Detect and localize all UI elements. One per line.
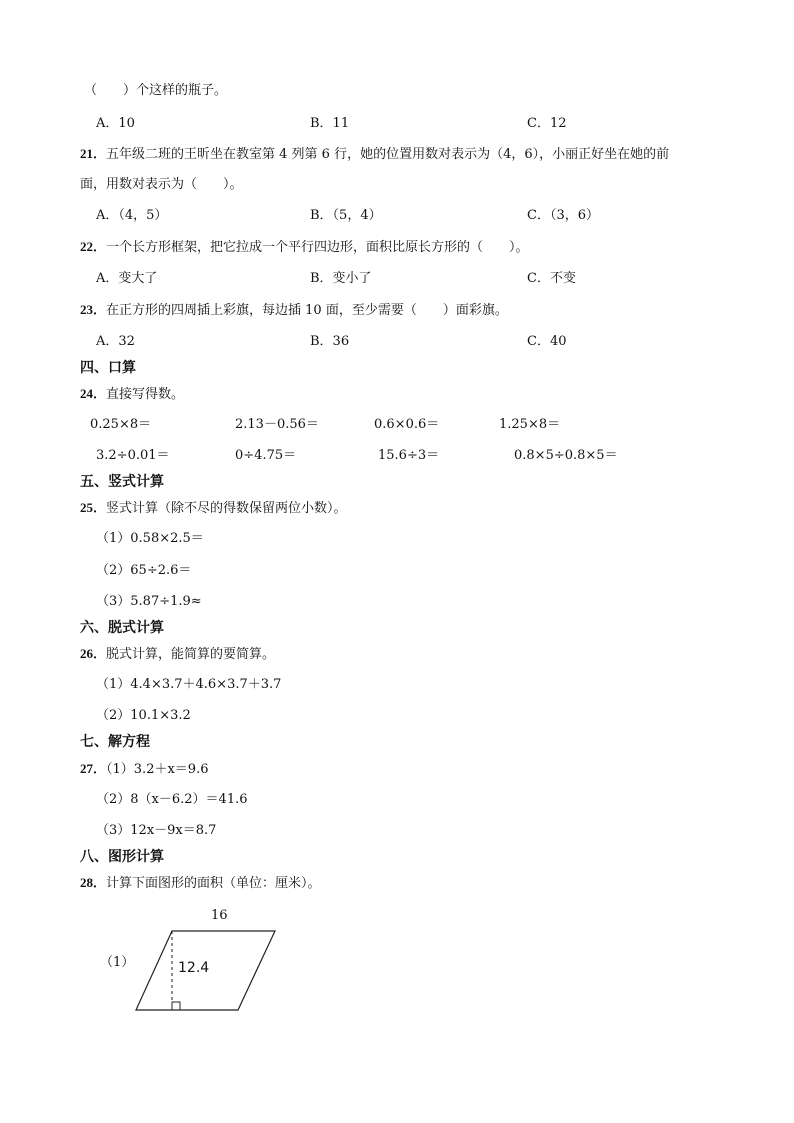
q26-item-1: （1）4.4×3.7＋4.6×3.7＋3.7 (96, 677, 282, 692)
q21-number: 21． (80, 146, 107, 161)
q24-item: 2.13－0.56＝ (235, 417, 319, 432)
section-4-heading: 四、口算 (80, 360, 136, 376)
figure-top-length-label: 16 (211, 908, 228, 923)
q25-item-1: （1）0.58×2.5＝ (96, 531, 204, 546)
figure-height-label: 12.4 (178, 960, 210, 976)
q27-number: 27． (80, 761, 107, 776)
q24-line (80, 385, 184, 404)
q24-number: 24． (80, 386, 107, 401)
right-angle-marker (172, 1002, 180, 1010)
figure-1-label: （1） (100, 955, 135, 970)
q24-text: 直接写得数。 (106, 387, 185, 402)
q24-item: 0.25×8＝ (90, 417, 152, 432)
q21-option-a: A．（4，5） (96, 208, 168, 223)
q21-line1 (80, 145, 669, 164)
q25-item-2: （2）65÷2.6＝ (96, 563, 192, 578)
q21-line2: 面，用数对表示为（ ）。 (80, 177, 243, 192)
q23-line (80, 301, 508, 320)
q26-number: 26． (80, 646, 107, 661)
section-8-heading: 八、图形计算 (80, 849, 164, 865)
q24-item: 0÷4.75＝ (235, 448, 297, 463)
q23-option-a: A．32 (96, 334, 135, 349)
q27-first: （1）3.2＋x＝9.6 (106, 762, 209, 777)
q26-item-2: （2）10.1×3.2 (96, 708, 191, 723)
q22-line (80, 238, 529, 257)
q23-option-c: C．40 (527, 334, 567, 349)
q25-text: 竖式计算（除不尽的得数保留两位小数）。 (106, 501, 347, 516)
q20-option-c: C．12 (527, 116, 567, 131)
section-6-heading: 六、脱式计算 (80, 620, 164, 636)
q20-option-a: A．10 (96, 116, 135, 131)
q22-option-a: A．变大了 (96, 271, 158, 286)
q23-number: 23． (80, 302, 107, 317)
q22-number: 22． (80, 239, 107, 254)
q23-text: 在正方形的四周插上彩旗，每边插 10 面，至少需要（ ）面彩旗。 (106, 303, 508, 318)
section-7-heading: 七、解方程 (80, 734, 150, 750)
q20-option-b: B．11 (310, 116, 350, 131)
q27-item-3: （3）12x－9x＝8.7 (96, 823, 217, 838)
q26-text: 脱式计算，能简算的要简算。 (106, 647, 276, 662)
q21-option-c: C．（3，6） (527, 208, 599, 223)
q25-number: 25． (80, 500, 107, 515)
q21-text: 五年级二班的王昕坐在教室第 4 列第 6 行，她的位置用数对表示为（4，6），小丽正好坐在她的前 (106, 147, 670, 162)
q23-option-b: B．36 (310, 334, 350, 349)
q27-line (80, 760, 208, 779)
q22-option-c: C．不变 (527, 271, 576, 286)
q24-item: 1.25×8＝ (499, 417, 561, 432)
q28-line (80, 874, 321, 893)
q21-option-b: B．（5，4） (310, 208, 382, 223)
q25-item-3: （3）5.87÷1.9≈ (96, 594, 202, 609)
q25-line (80, 499, 347, 518)
section-5-heading: 五、竖式计算 (80, 474, 164, 490)
q24-item: 0.6×0.6＝ (374, 417, 440, 432)
q24-item: 0.8×5÷0.8×5＝ (514, 448, 618, 463)
q27-item-2: （2）8（x－6.2）＝41.6 (96, 792, 248, 807)
q28-number: 28． (80, 875, 107, 890)
q24-item: 15.6÷3＝ (378, 448, 440, 463)
q28-text: 计算下面图形的面积（单位：厘米）。 (106, 876, 321, 891)
q26-line (80, 645, 275, 664)
q24-item: 3.2÷0.01＝ (96, 448, 170, 463)
parallelogram-figure (130, 925, 290, 1015)
q22-option-b: B．变小了 (310, 271, 372, 286)
q22-text: 一个长方形框架，把它拉成一个平行四边形，面积比原长方形的（ ）。 (106, 240, 529, 255)
q20-tail: （ ）个这样的瓶子。 (84, 83, 228, 98)
